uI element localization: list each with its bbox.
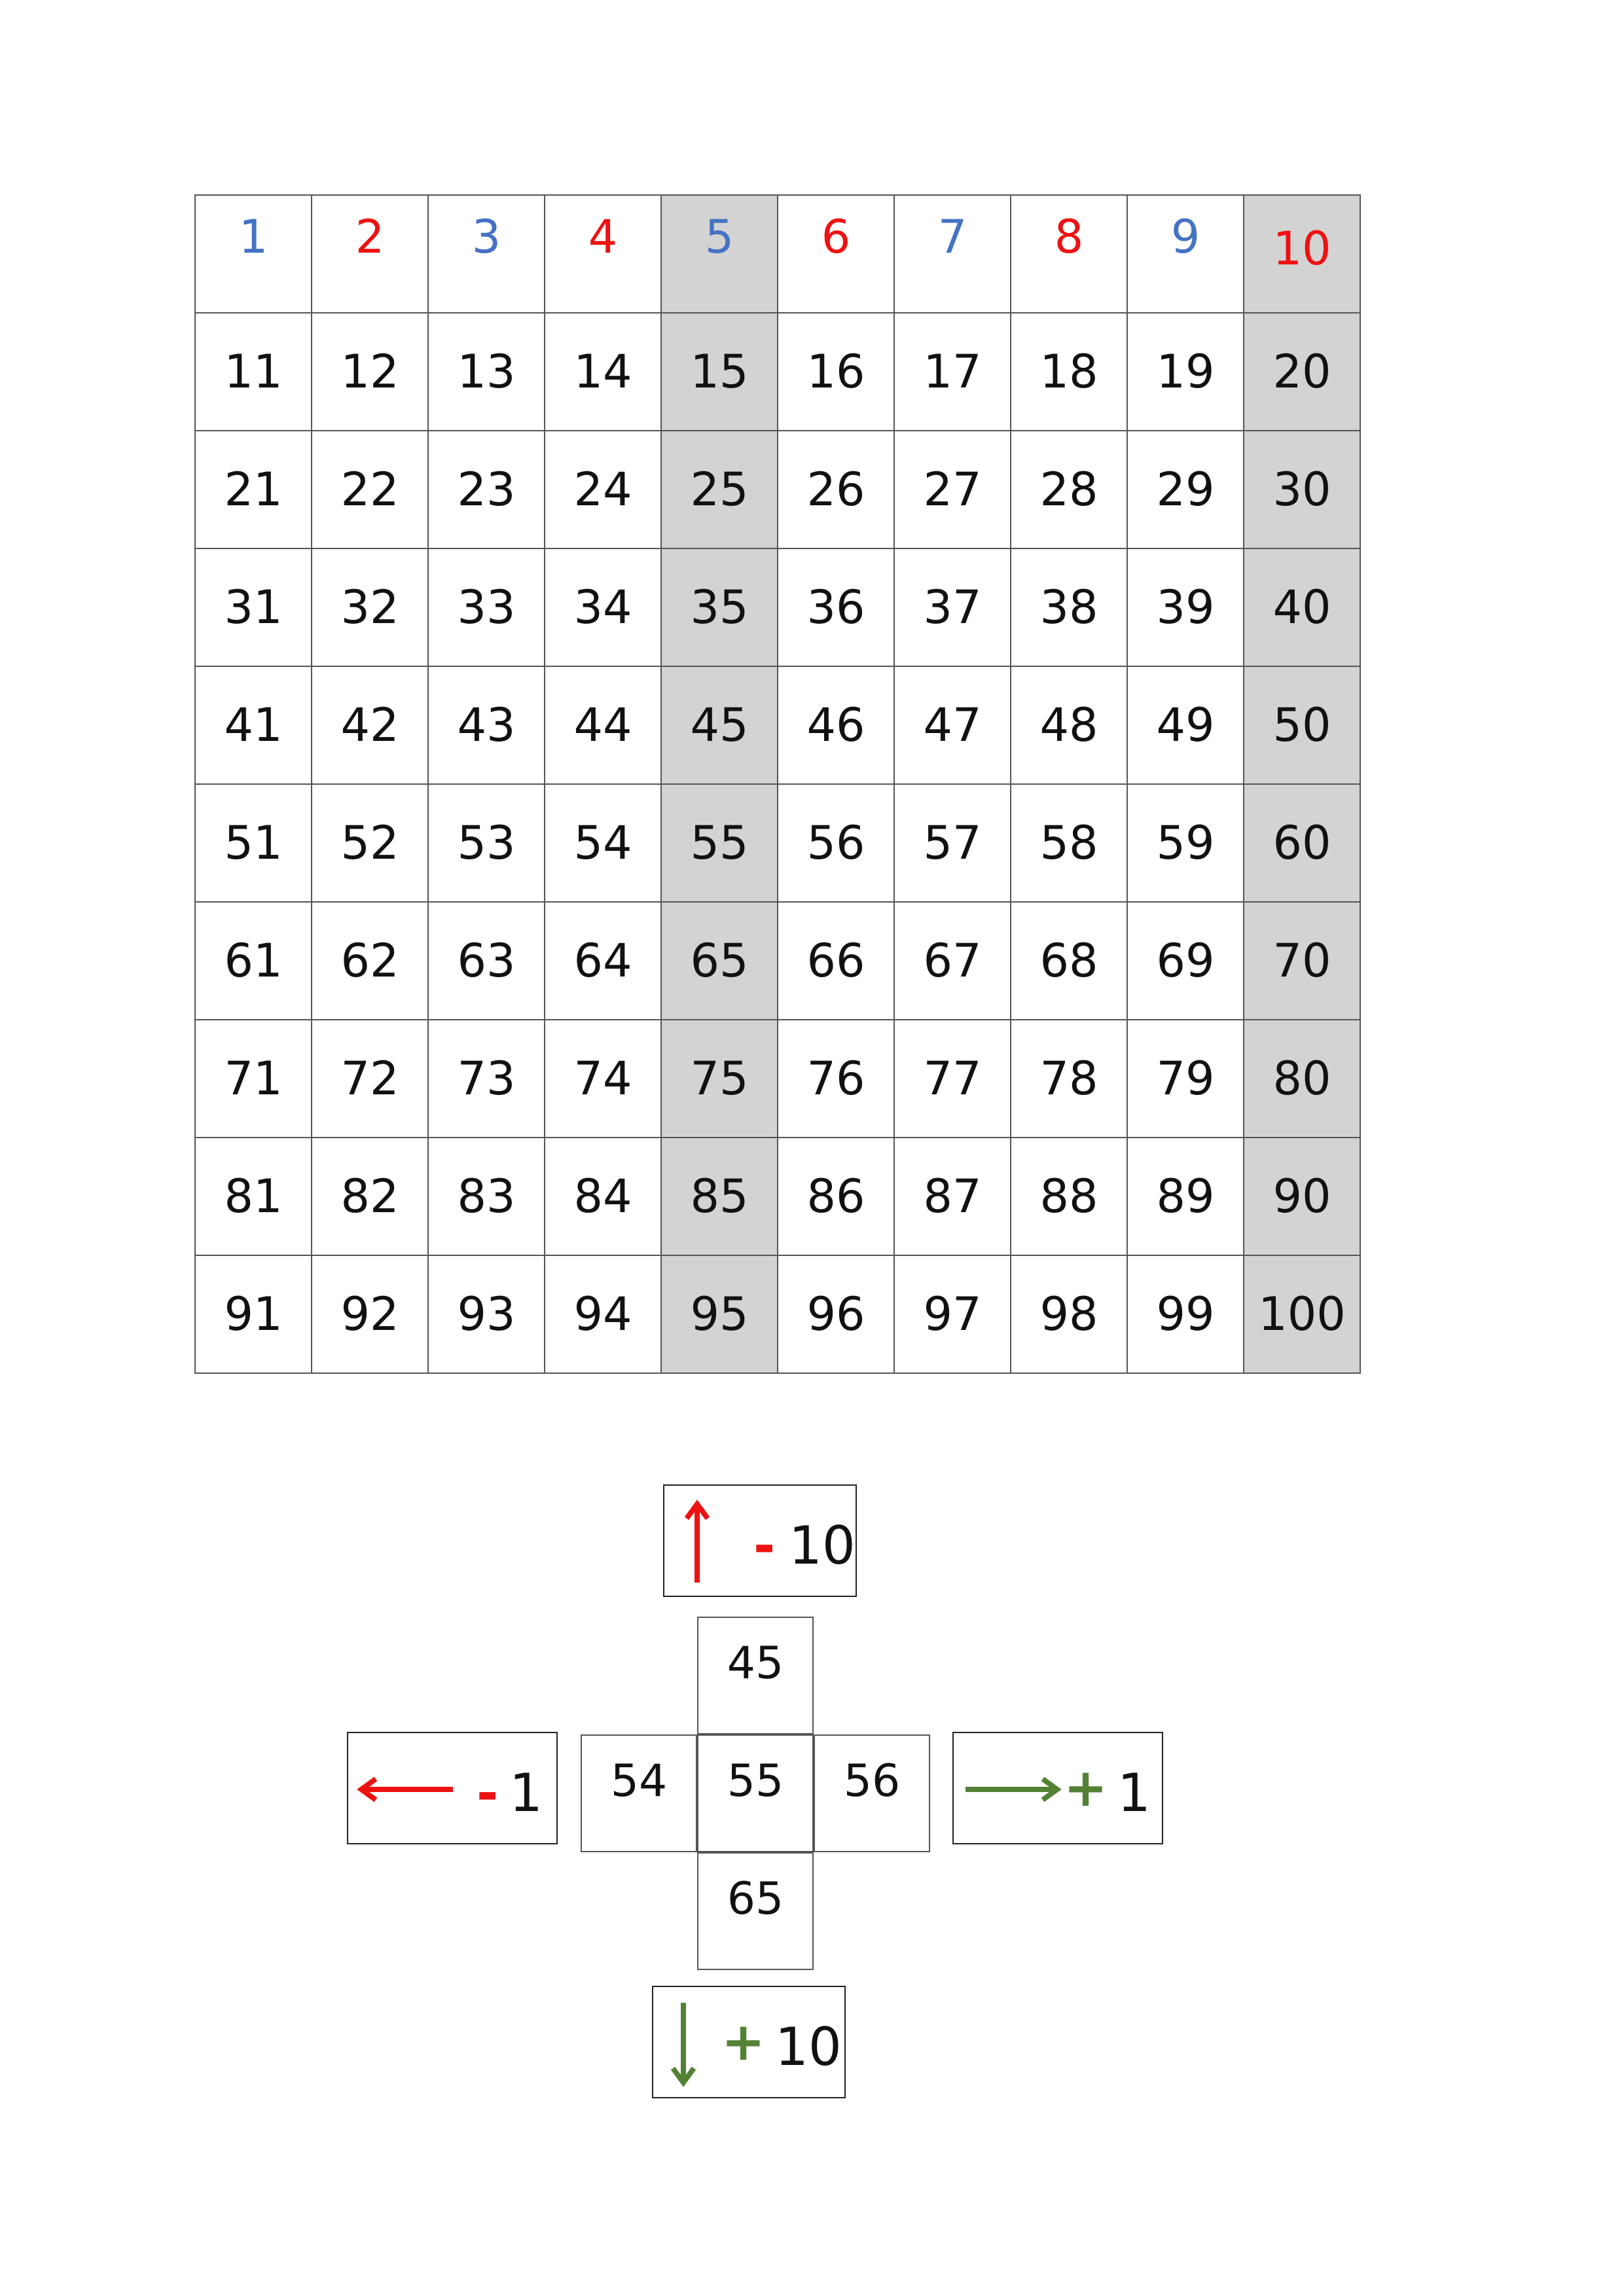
cross-center-cell: 55 bbox=[697, 1734, 814, 1852]
grid-cell: 58 bbox=[1011, 785, 1128, 903]
grid-cell: 15 bbox=[662, 314, 778, 431]
grid-cell: 44 bbox=[545, 667, 662, 785]
arrow-left-icon bbox=[357, 1776, 456, 1803]
grid-cell: 83 bbox=[429, 1138, 545, 1256]
grid-cell: 12 bbox=[312, 314, 429, 431]
grid-cell: 64 bbox=[545, 903, 662, 1020]
grid-cell: 46 bbox=[778, 667, 895, 785]
cross-right-cell: 56 bbox=[814, 1734, 930, 1852]
legend-right-sign: + bbox=[1064, 1757, 1108, 1818]
grid-cell: 79 bbox=[1128, 1020, 1244, 1138]
grid-cell: 27 bbox=[895, 431, 1011, 549]
grid-cell: 37 bbox=[895, 549, 1011, 667]
grid-cell: 30 bbox=[1244, 431, 1361, 549]
grid-cell: 71 bbox=[196, 1020, 312, 1138]
grid-cell: 21 bbox=[196, 431, 312, 549]
grid-cell: 59 bbox=[1128, 785, 1244, 903]
legend-down-sign: + bbox=[721, 2011, 766, 2072]
legend-right-box bbox=[952, 1732, 1163, 1844]
grid-cell: 89 bbox=[1128, 1138, 1244, 1256]
grid-cell: 52 bbox=[312, 785, 429, 903]
grid-cell: 7 bbox=[895, 196, 1011, 314]
grid-cell: 36 bbox=[778, 549, 895, 667]
legend-right-value: 1 bbox=[1117, 1763, 1151, 1823]
grid-cell: 16 bbox=[778, 314, 895, 431]
legend-left-box bbox=[347, 1732, 558, 1844]
grid-cell: 51 bbox=[196, 785, 312, 903]
grid-cell: 49 bbox=[1128, 667, 1244, 785]
grid-cell: 85 bbox=[662, 1138, 778, 1256]
grid-cell: 50 bbox=[1244, 667, 1361, 785]
grid-cell: 87 bbox=[895, 1138, 1011, 1256]
grid-cell: 82 bbox=[312, 1138, 429, 1256]
grid-cell: 23 bbox=[429, 431, 545, 549]
hundred-chart bbox=[194, 194, 1361, 1374]
grid-cell: 1 bbox=[196, 196, 312, 314]
grid-cell: 73 bbox=[429, 1020, 545, 1138]
grid-cell: 32 bbox=[312, 549, 429, 667]
grid-cell: 55 bbox=[662, 785, 778, 903]
grid-cell: 25 bbox=[662, 431, 778, 549]
grid-cell: 61 bbox=[196, 903, 312, 1020]
legend-up-box bbox=[663, 1484, 857, 1597]
grid-cell: 91 bbox=[196, 1256, 312, 1374]
grid-cell: 94 bbox=[545, 1256, 662, 1374]
grid-cell: 98 bbox=[1011, 1256, 1128, 1374]
grid-cell: 95 bbox=[662, 1256, 778, 1374]
grid-cell: 41 bbox=[196, 667, 312, 785]
arrow-right-icon bbox=[963, 1776, 1061, 1803]
grid-cell: 48 bbox=[1011, 667, 1128, 785]
grid-cell: 72 bbox=[312, 1020, 429, 1138]
grid-cell: 8 bbox=[1011, 196, 1128, 314]
grid-cell: 19 bbox=[1128, 314, 1244, 431]
grid-cell: 14 bbox=[545, 314, 662, 431]
grid-cell: 47 bbox=[895, 667, 1011, 785]
legend-down-value: 10 bbox=[775, 2017, 842, 2077]
grid-cell: 74 bbox=[545, 1020, 662, 1138]
grid-cell: 45 bbox=[662, 667, 778, 785]
arrow-down-icon bbox=[670, 2000, 696, 2088]
grid-cell: 65 bbox=[662, 903, 778, 1020]
legend-left-sign: - bbox=[477, 1763, 499, 1823]
grid-cell: 77 bbox=[895, 1020, 1011, 1138]
grid-cell: 88 bbox=[1011, 1138, 1128, 1256]
grid-cell: 53 bbox=[429, 785, 545, 903]
grid-cell: 26 bbox=[778, 431, 895, 549]
grid-cell: 24 bbox=[545, 431, 662, 549]
cross-top-cell: 45 bbox=[697, 1617, 814, 1734]
grid-cell: 2 bbox=[312, 196, 429, 314]
grid-cell: 38 bbox=[1011, 549, 1128, 667]
grid-cell: 60 bbox=[1244, 785, 1361, 903]
grid-cell: 68 bbox=[1011, 903, 1128, 1020]
grid-cell: 70 bbox=[1244, 903, 1361, 1020]
grid-cell: 10 bbox=[1244, 196, 1361, 314]
grid-cell: 35 bbox=[662, 549, 778, 667]
grid-cell: 97 bbox=[895, 1256, 1011, 1374]
grid-cell: 93 bbox=[429, 1256, 545, 1374]
grid-cell: 13 bbox=[429, 314, 545, 431]
legend-left-value: 1 bbox=[509, 1763, 543, 1823]
grid-cell: 33 bbox=[429, 549, 545, 667]
grid-cell: 81 bbox=[196, 1138, 312, 1256]
grid-cell: 5 bbox=[662, 196, 778, 314]
grid-cell: 57 bbox=[895, 785, 1011, 903]
grid-cell: 34 bbox=[545, 549, 662, 667]
grid-cell: 20 bbox=[1244, 314, 1361, 431]
grid-cell: 6 bbox=[778, 196, 895, 314]
grid-cell: 75 bbox=[662, 1020, 778, 1138]
grid-cell: 84 bbox=[545, 1138, 662, 1256]
grid-cell: 86 bbox=[778, 1138, 895, 1256]
legend-down-box bbox=[652, 1986, 846, 2098]
grid-cell: 31 bbox=[196, 549, 312, 667]
grid-cell: 39 bbox=[1128, 549, 1244, 667]
grid-cell: 40 bbox=[1244, 549, 1361, 667]
grid-cell: 66 bbox=[778, 903, 895, 1020]
grid-cell: 43 bbox=[429, 667, 545, 785]
grid-cell: 42 bbox=[312, 667, 429, 785]
grid-cell: 29 bbox=[1128, 431, 1244, 549]
grid-cell: 100 bbox=[1244, 1256, 1361, 1374]
grid-cell: 9 bbox=[1128, 196, 1244, 314]
grid-cell: 67 bbox=[895, 903, 1011, 1020]
grid-cell: 17 bbox=[895, 314, 1011, 431]
grid-cell: 78 bbox=[1011, 1020, 1128, 1138]
legend-up-value: 10 bbox=[789, 1515, 856, 1576]
grid-cell: 69 bbox=[1128, 903, 1244, 1020]
grid-cell: 11 bbox=[196, 314, 312, 431]
grid-cell: 90 bbox=[1244, 1138, 1361, 1256]
grid-cell: 63 bbox=[429, 903, 545, 1020]
grid-cell: 22 bbox=[312, 431, 429, 549]
grid-cell: 96 bbox=[778, 1256, 895, 1374]
cross-left-cell: 54 bbox=[581, 1734, 697, 1852]
grid-cell: 80 bbox=[1244, 1020, 1361, 1138]
grid-cell: 56 bbox=[778, 785, 895, 903]
grid-cell: 62 bbox=[312, 903, 429, 1020]
grid-cell: 28 bbox=[1011, 431, 1128, 549]
grid-cell: 18 bbox=[1011, 314, 1128, 431]
legend-up-sign: - bbox=[753, 1515, 776, 1576]
grid-cell: 99 bbox=[1128, 1256, 1244, 1374]
grid-cell: 3 bbox=[429, 196, 545, 314]
grid-cell: 4 bbox=[545, 196, 662, 314]
cross-bottom-cell: 65 bbox=[697, 1852, 814, 1970]
grid-cell: 92 bbox=[312, 1256, 429, 1374]
arrow-up-icon bbox=[684, 1500, 710, 1585]
grid-cell: 54 bbox=[545, 785, 662, 903]
grid-cell: 76 bbox=[778, 1020, 895, 1138]
